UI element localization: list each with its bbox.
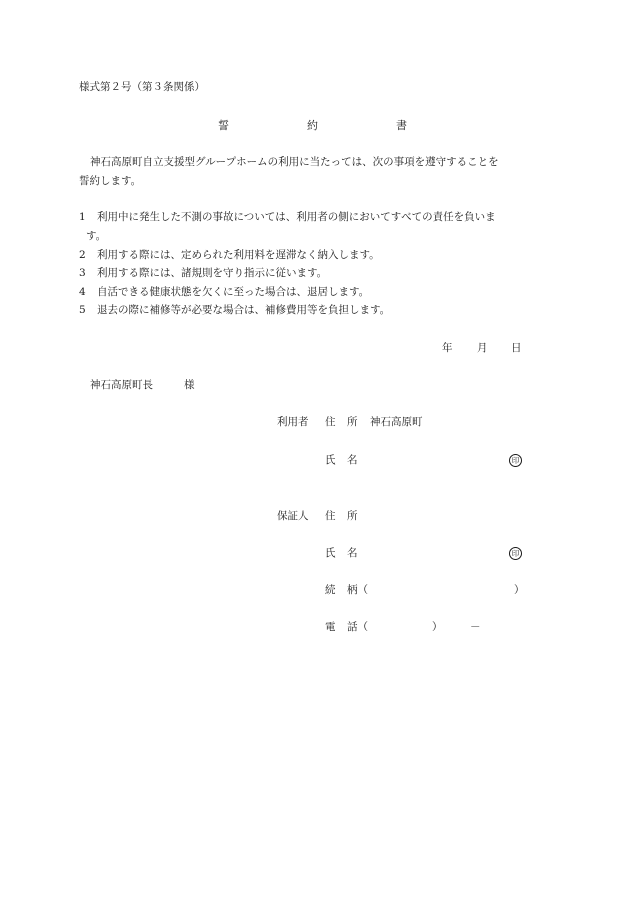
user-address-label-1: 住 (325, 416, 336, 428)
guarantor-phone-close: ） (432, 621, 443, 633)
user-seal-mark: 印 (509, 454, 522, 467)
addressee-honorific: 様 (184, 379, 195, 391)
guarantor-phone-label-2: 話（ (347, 621, 368, 633)
item-3-number: 3 (79, 267, 86, 279)
item-4-number: 4 (79, 286, 86, 298)
title-char-3: 書 (396, 119, 407, 132)
user-label: 利用者 (277, 416, 309, 428)
item-2-number: 2 (79, 249, 86, 261)
guarantor-relation-label-1: 続 (325, 584, 336, 596)
form-number: 様式第２号（第３条関係） (79, 81, 205, 93)
date-month-label: 月 (477, 342, 488, 354)
guarantor-relation-close: ） (514, 584, 525, 596)
user-name-label-1: 氏 (325, 454, 336, 466)
item-4-text: 自活できる健康状態を欠くに至った場合は、退居します。 (97, 286, 370, 298)
guarantor-name-label-2: 名 (347, 547, 358, 559)
date-year-label: 年 (442, 342, 453, 354)
title-char-2: 約 (307, 119, 318, 132)
title-char-1: 誓 (218, 119, 229, 132)
addressee-name: 神石高原町長 (90, 379, 153, 391)
user-address-label-2: 所 (347, 416, 358, 428)
item-1-text: 利用中に発生した不測の事故については、利用者の側においてすべての責任を負いま (97, 211, 496, 223)
guarantor-phone-label-1: 電 (325, 621, 336, 633)
guarantor-address-label-2: 所 (347, 510, 358, 522)
guarantor-relation-label-2: 柄（ (347, 584, 368, 596)
intro-line-2: 誓約します。 (79, 175, 142, 187)
guarantor-seal-mark: 印 (509, 547, 522, 560)
user-name-label-2: 名 (347, 454, 358, 466)
item-1-text-continued: す。 (86, 230, 107, 242)
guarantor-label: 保証人 (277, 510, 309, 522)
item-5-text: 退去の際に補修等が必要な場合は、補修費用等を負担します。 (97, 304, 391, 316)
date-day-label: 日 (511, 342, 522, 354)
guarantor-address-label-1: 住 (325, 510, 336, 522)
item-5-number: 5 (79, 304, 86, 316)
item-2-text: 利用する際には、定められた利用料を遅滞なく納入します。 (97, 249, 380, 261)
item-1-number: 1 (79, 211, 86, 223)
item-3-text: 利用する際には、諸規則を守り指示に従います。 (97, 267, 328, 279)
guarantor-phone-dash: － (470, 621, 481, 633)
guarantor-name-label-1: 氏 (325, 547, 336, 559)
user-address-value: 神石高原町 (370, 416, 423, 428)
intro-line-1: 神石高原町自立支援型グループホームの利用に当たっては、次の事項を遵守することを (90, 156, 499, 168)
